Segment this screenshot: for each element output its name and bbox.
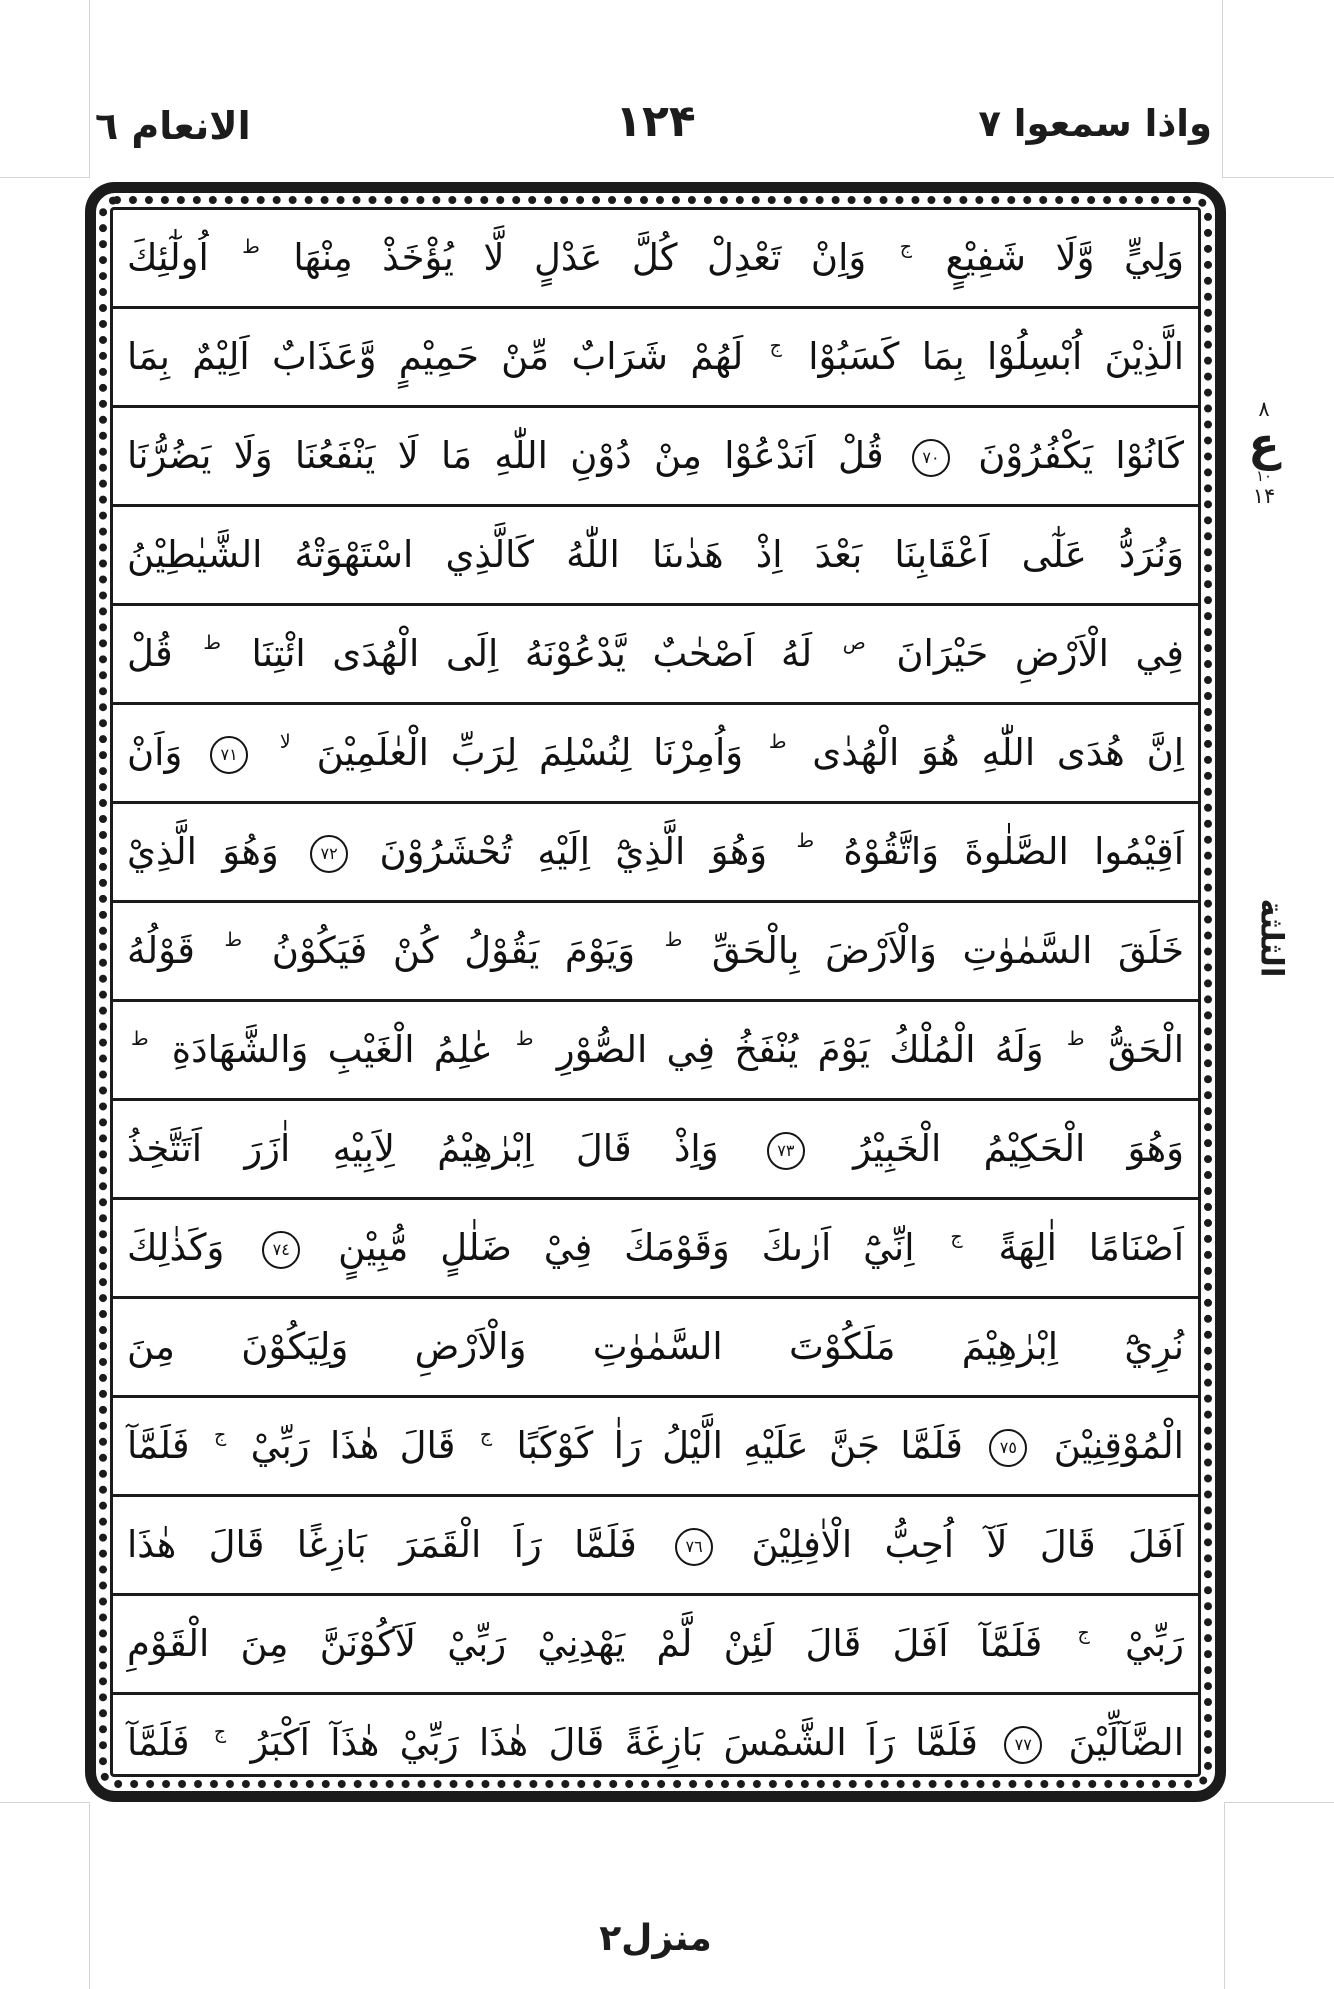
verse-text: فَلَمَّآ اَفَلَ قَالَ لَئِنْ لَّمْ يَهْدِنِيْ رَبِّيْ لَاَكُوْنَنَّ مِنَ الْقَوْمِ (127, 1622, 1043, 1665)
verse-text: الْمُوْقِنِيْنَ (1053, 1424, 1184, 1467)
page-crop-guide-top-left-vertical (89, 0, 90, 178)
verse-text: فَلَمَّا رَاَ الشَّمْسَ بَازِغَةً قَالَ هٰذَا رَبِّيْ هٰذَآ اَكْبَرُ (250, 1721, 978, 1764)
ruku-ayah-count: ١٠ (1255, 467, 1273, 485)
ayah-end-marker: ٧٢ (310, 835, 348, 873)
ruku-marker (1228, 398, 1300, 508)
quran-line-16: الضَّآلِّيْنَ ٧٧ فَلَمَّا رَاَ الشَّمْسَ بَازِغَةً قَالَ هٰذَا رَبِّيْ هٰذَآ اَكْبَرُ ج فَلَمَّآ (127, 1721, 1184, 1764)
page-crop-guide-top-right-horizontal (1222, 177, 1334, 178)
verse-text: لَهُ اَصْحٰبٌ يَّدْعُوْنَهُ اِلَى الْهُدَى ائْتِنَا (251, 632, 813, 675)
bead-ornament-border (99, 196, 1212, 1788)
verse-text: اِنِّيْٓ اَرٰىكَ وَقَوْمَكَ فِيْ ضَلٰلٍ مُّبِيْنٍ (338, 1226, 915, 1269)
verse-text: وَلَهُ الْمُلْكُ يَوْمَ يُنْفَخُ فِي الصُّوْرِ (556, 1028, 1044, 1071)
verse-text: فَلَمَّآ (127, 1721, 190, 1764)
verse-text: قَالَ هٰذَا رَبِّيْ (250, 1424, 456, 1467)
verse-text: رَبِّيْ (1125, 1622, 1185, 1665)
juz-title: واذا سمعوا ۷ (978, 102, 1212, 145)
page-crop-guide-bottom-right-horizontal (1224, 1802, 1334, 1803)
verse-text: فِي الْاَرْضِ حَيْرَانَ (896, 632, 1184, 675)
verse-text: وَيَوْمَ يَقُوْلُ كُنْ فَيَكُوْنُ (271, 929, 636, 972)
surah-title: الانعام ٦ (95, 104, 251, 148)
verse-text: وَاُمِرْنَا لِنُسْلِمَ لِرَبِّ الْعٰلَمِيْنَ (316, 731, 744, 774)
page-border-frame (85, 182, 1226, 1802)
verse-text: قَوْلُهُ (127, 929, 195, 972)
quran-line-8: خَلَقَ السَّمٰوٰتِ وَالْاَرْضَ بِالْحَقِّ ط وَيَوْمَ يَقُوْلُ كُنْ فَيَكُوْنُ ط قَوْلُهُ (113, 903, 1198, 1002)
quran-line-15: رَبِّيْ ج فَلَمَّآ اَفَلَ قَالَ لَئِنْ لَّمْ يَهْدِنِيْ رَبِّيْ لَاَكُوْنَنَّ مِنَ الْقَوْمِ (113, 1596, 1198, 1695)
quran-line-1: وَلِيٍّ وَّلَا شَفِيْعٍ ج وَاِنْ تَعْدِلْ كُلَّ عَدْلٍ لَّا يُؤْخَذْ مِنْهَا ط اُولٰٓئِكَ (113, 210, 1198, 309)
verse-text: نُرِيْٓ اِبْرٰهِيْمَ مَلَكُوْتَ السَّمٰوٰتِ وَالْاَرْضِ وَلِيَكُوْنَ مِنَ (127, 1325, 1184, 1368)
ayah-end-marker: ٧٠ (912, 439, 950, 477)
quran-line-10 (113, 1101, 1198, 1200)
ayah-end-marker: ٧٥ (989, 1429, 1027, 1467)
verse-text: اِنَّ هُدَى اللّٰهِ هُوَ الْهُدٰى (812, 731, 1185, 774)
verse-text: الْحَقُّ (1107, 1028, 1184, 1071)
verse-text: وَاِذْ قَالَ اِبْرٰهِيْمُ لِاَبِيْهِ اٰزَرَ اَتَتَّخِذُ (127, 1127, 719, 1170)
manzil-label: منزل٢ (599, 1918, 712, 1959)
quran-line-5: فِي الْاَرْضِ حَيْرَانَ ص لَهُ اَصْحٰبٌ يَّدْعُوْنَهُ اِلَى الْهُدَى ائْتِنَا ط قُلْ (113, 606, 1198, 705)
page-crop-guide-bottom-left-horizontal (0, 1802, 90, 1803)
page-crop-guide-bottom-left-vertical (89, 1802, 90, 1989)
verse-text: وَهُوَ الَّذِيْٓ اِلَيْهِ تُحْشَرُوْنَ (379, 830, 768, 873)
verse-text: الَّذِيْنَ اُبْسِلُوْا بِمَا كَسَبُوْا (808, 335, 1184, 378)
verse-text: قُلْ اَنَدْعُوْا مِنْ دُوْنِ اللّٰهِ مَا لَا يَنْفَعُنَا وَلَا يَضُرُّنَا (127, 434, 884, 477)
verse-text: فَلَمَّا جَنَّ عَلَيْهِ الَّيْلُ رَاٰ كَوْكَبًا (516, 1424, 963, 1467)
quran-line-7: اَقِيْمُوا الصَّلٰوةَ وَاتَّقُوْهُ ط وَهُوَ الَّذِيْٓ اِلَيْهِ تُحْشَرُوْنَ ٧٢ وَهُوَ الَّذِيْ (113, 804, 1198, 903)
verse-text: وَهُوَ الَّذِيْ (127, 830, 279, 873)
quran-text-area (110, 207, 1201, 1777)
verse-text: كَانُوْا يَكْفُرُوْنَ (978, 434, 1184, 477)
verse-text: فَلَمَّآ (127, 1424, 190, 1467)
verse-text: اَصْنَامًا اٰلِهَةً (998, 1226, 1184, 1269)
page-crop-guide-top-right-vertical (1222, 0, 1223, 178)
verse-text: اَفَلَ قَالَ لَآ اُحِبُّ الْاٰفِلِيْنَ (751, 1523, 1185, 1566)
verse-text: فَلَمَّا رَاَ الْقَمَرَ بَازِغًا قَالَ هٰذَا (127, 1523, 637, 1566)
verse-text: الضَّآلِّيْنَ (1068, 1721, 1184, 1764)
ayah-end-marker: ٧٧ (1004, 1726, 1042, 1764)
verse-text: قُلْ (127, 632, 173, 675)
quran-line-4 (113, 507, 1198, 606)
verse-text: عٰلِمُ الْغَيْبِ وَالشَّهَادَةِ (171, 1028, 493, 1071)
ayah-end-marker: ٧٣ (767, 1132, 805, 1170)
page-number: ۱۲۴ (615, 96, 696, 147)
quran-line-2: الَّذِيْنَ اُبْسِلُوْا بِمَا كَسَبُوْا ج لَهُمْ شَرَابٌ مِّنْ حَمِيْمٍ وَّعَذَابٌ اَلِيْمٌ بِمَا (113, 309, 1198, 408)
verse-text: اُولٰٓئِكَ (127, 236, 209, 279)
verse-text: وَلِيٍّ وَّلَا شَفِيْعٍ (945, 236, 1184, 279)
quran-line-13: الْمُوْقِنِيْنَ ٧٥ فَلَمَّا جَنَّ عَلَيْهِ الَّيْلُ رَاٰ كَوْكَبًا ج قَالَ هٰذَا رَبِّيْ ج فَلَمَّآ (113, 1398, 1198, 1497)
margin-section-note-text: الثلثة (1254, 898, 1290, 978)
verse-text: وَاَنْ (127, 731, 183, 774)
margin-section-note (1222, 888, 1322, 988)
verse-text: وَكَذٰلِكَ (127, 1226, 225, 1269)
page-crop-guide-bottom-right-vertical (1224, 1802, 1225, 1989)
verse-text: اَقِيْمُوا الصَّلٰوةَ وَاتَّقُوْهُ (843, 830, 1184, 873)
quran-line-6: اِنَّ هُدَى اللّٰهِ هُوَ الْهُدٰى ط وَاُمِرْنَا لِنُسْلِمَ لِرَبِّ الْعٰلَمِيْنَ لا ٧١ وَاَنْ (113, 705, 1198, 804)
ruku-ayn-symbol: ع (1248, 417, 1280, 471)
quran-line-12 (113, 1299, 1198, 1398)
verse-text: لَهُمْ شَرَابٌ مِّنْ حَمِيْمٍ وَّعَذَابٌ اَلِيْمٌ بِمَا (127, 335, 744, 378)
ruku-number-of-surah: ٨ (1258, 397, 1270, 421)
quran-line-3 (113, 408, 1198, 507)
verse-text: خَلَقَ السَّمٰوٰتِ وَالْاَرْضَ بِالْحَقِّ (711, 929, 1184, 972)
verse-text: وَاِنْ تَعْدِلْ كُلَّ عَدْلٍ لَّا يُؤْخَذْ مِنْهَا (293, 236, 867, 279)
quran-line-14 (113, 1497, 1198, 1596)
verse-text: وَهُوَ الْحَكِيْمُ الْخَبِيْرُ (853, 1127, 1185, 1170)
ayah-end-marker: ٧١ (210, 736, 248, 774)
verse-text: وَنُرَدُّ عَلٰٓى اَعْقَابِنَا بَعْدَ اِذْ هَدٰىنَا اللّٰهُ كَالَّذِي اسْتَهْوَتْهُ الشَّيٰطِيْنُ (127, 533, 1184, 576)
ayah-end-marker: ٧٦ (675, 1528, 713, 1566)
ruku-number-of-juz: ۱۴ (1252, 484, 1276, 508)
quran-line-11: اَصْنَامًا اٰلِهَةً ج اِنِّيْٓ اَرٰىكَ وَقَوْمَكَ فِيْ ضَلٰلٍ مُّبِيْنٍ ٧٤ وَكَذٰلِكَ (113, 1200, 1198, 1299)
quran-line-9: الْحَقُّ ط وَلَهُ الْمُلْكُ يَوْمَ يُنْفَخُ فِي الصُّوْرِ ط عٰلِمُ الْغَيْبِ وَالشَّهَادَةِ ط (113, 1002, 1198, 1101)
ayah-end-marker: ٧٤ (262, 1231, 300, 1269)
page-crop-guide-top-left-horizontal (0, 177, 90, 178)
